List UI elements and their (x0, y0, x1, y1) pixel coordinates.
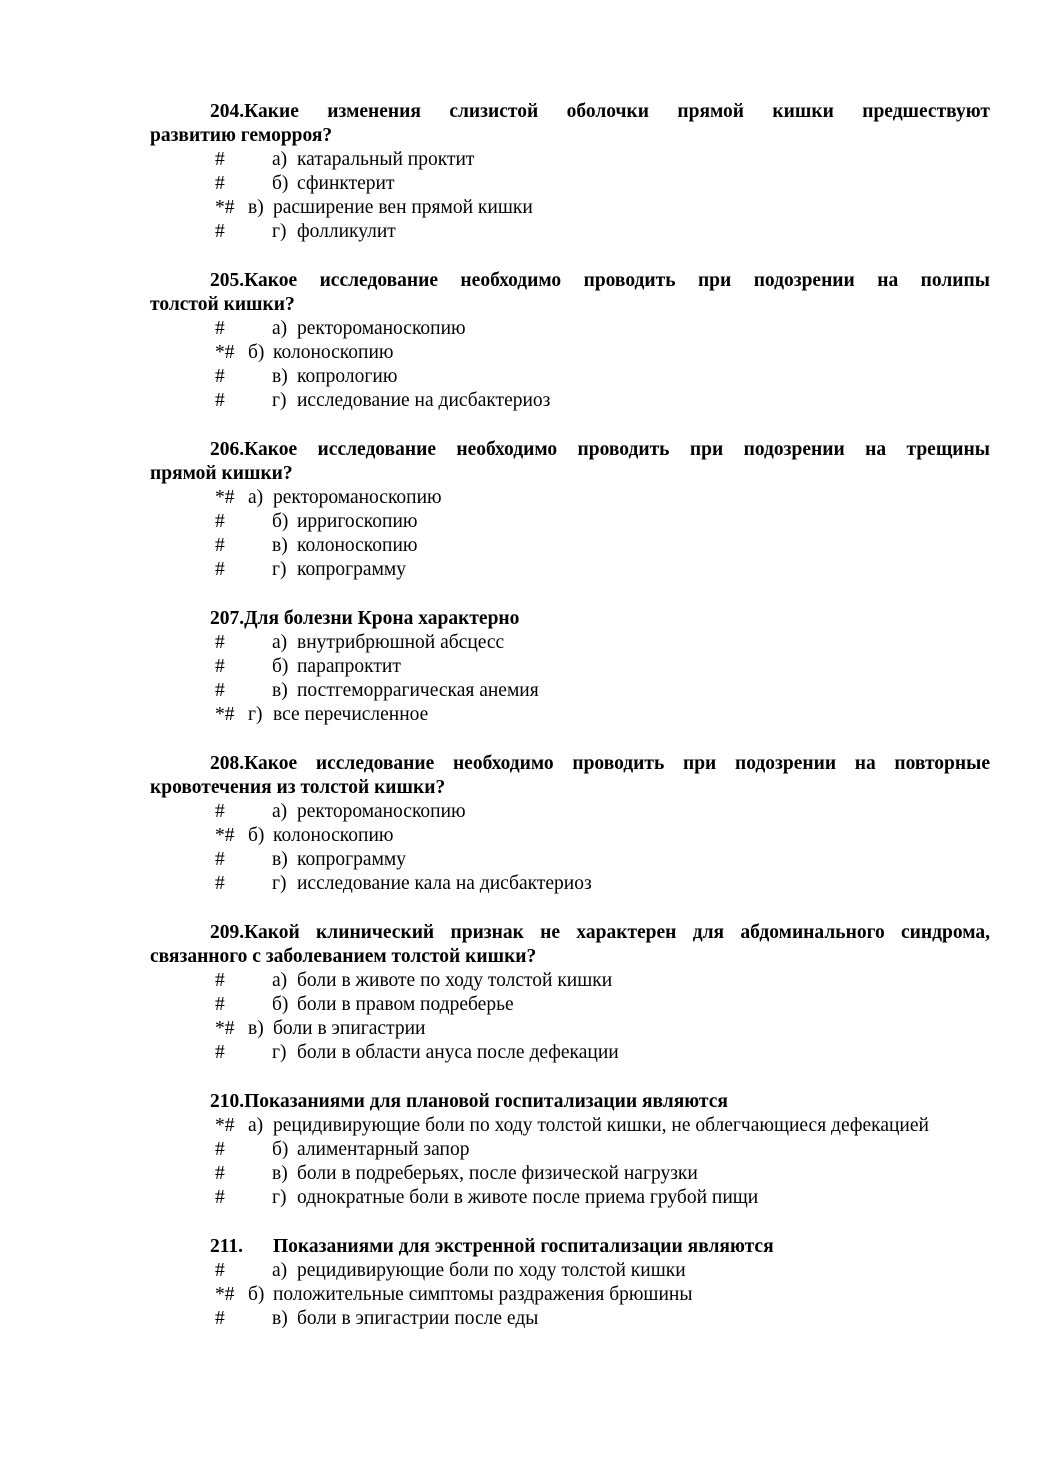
answer-letter: а) (272, 318, 288, 339)
answer-letter: б) (248, 342, 265, 363)
answer-letter: г) (272, 873, 287, 894)
answer-option (0, 993, 1039, 1017)
answer-letter: в) (272, 680, 288, 701)
answer-option (0, 1259, 1039, 1283)
question-text (210, 752, 990, 776)
answer-letter: в) (248, 197, 264, 218)
answer-marker: # (215, 221, 225, 242)
answer-letter: в) (272, 1163, 288, 1184)
answer-text: постгеморрагическая анемия (297, 680, 539, 701)
answer-option (0, 558, 1039, 582)
answer-text: боли в эпигастрии после еды (297, 1308, 539, 1329)
answer-text: исследование на дисбактериоз (297, 390, 551, 411)
answer-letter: г) (272, 1187, 287, 1208)
answer-option (0, 969, 1039, 993)
answer-text: катаральный проктит (297, 149, 475, 170)
answer-letter: а) (248, 487, 264, 508)
answer-text: копрологию (297, 366, 398, 387)
question-text (210, 269, 990, 293)
answer-option (0, 655, 1039, 679)
answer-marker: # (215, 1308, 225, 1329)
answer-marker: # (215, 1163, 225, 1184)
answer-marker: # (215, 559, 225, 580)
answer-text: все перечисленное (273, 704, 429, 725)
question-text-line1: Какое исследование необходимо проводить при подозрении на трещины (244, 439, 990, 460)
answer-letter: г) (272, 221, 287, 242)
answer-option (0, 1041, 1039, 1065)
answer-text: ректороманоскопию (273, 487, 442, 508)
answer-option (0, 800, 1039, 824)
answer-text: внутрибрюшной абсцесс (297, 632, 505, 653)
answer-marker: # (215, 366, 225, 387)
question-number: 205. (210, 270, 245, 291)
answer-text: боли в правом подреберье (297, 994, 514, 1015)
question-text-line1: Показаниями для плановой госпитализации являются (244, 1091, 728, 1112)
answer-option (0, 1017, 1039, 1041)
answer-option (0, 1186, 1039, 1210)
question-text-line2: кровотечения из толстой кишки? (150, 777, 446, 798)
question-number: 207. (210, 608, 245, 629)
answer-marker: # (215, 970, 225, 991)
answer-text: ректороманоскопию (297, 801, 466, 822)
answer-text: боли в области ануса после дефекации (297, 1042, 619, 1063)
question-text-line1: Какое исследование необходимо проводить при подозрении на повторные (244, 753, 990, 774)
answer-letter: г) (272, 1042, 287, 1063)
question-number: 209. (210, 922, 245, 943)
answer-option (0, 679, 1039, 703)
answer-option (0, 365, 1039, 389)
answer-marker: # (215, 390, 225, 411)
answer-letter: в) (272, 1308, 288, 1329)
question-number: 204. (210, 101, 245, 122)
answer-option (0, 1307, 1039, 1331)
answer-letter: в) (272, 849, 288, 870)
question-number: 206. (210, 439, 245, 460)
answer-marker: # (215, 873, 225, 894)
answer-letter: б) (248, 825, 265, 846)
correct-answer-marker: *# (215, 487, 235, 508)
answer-marker: # (215, 149, 225, 170)
answer-marker: # (215, 535, 225, 556)
answer-option (0, 824, 1039, 848)
answer-marker: # (215, 801, 225, 822)
answer-marker: # (215, 849, 225, 870)
answer-letter: в) (272, 535, 288, 556)
question-text (210, 1090, 728, 1114)
correct-answer-marker: *# (215, 1018, 235, 1039)
answer-option (0, 389, 1039, 413)
answer-text: однократные боли в животе после приема грубой пищи (297, 1187, 759, 1208)
answer-letter: а) (248, 1115, 264, 1136)
answer-marker: # (215, 173, 225, 194)
answer-text: копрограмму (297, 559, 407, 580)
answer-letter: а) (272, 801, 288, 822)
answer-marker: # (215, 680, 225, 701)
answer-option (0, 534, 1039, 558)
answer-letter: г) (272, 559, 287, 580)
answer-text: ректороманоскопию (297, 318, 466, 339)
answer-marker: # (215, 1187, 225, 1208)
question-text-line1: Какое исследование необходимо проводить при подозрении на полипы (244, 270, 990, 291)
answer-text: расширение вен прямой кишки (273, 197, 533, 218)
answer-option (0, 317, 1039, 341)
answer-text: парапроктит (297, 656, 401, 677)
question-number: 210. (210, 1091, 245, 1112)
correct-answer-marker: *# (215, 704, 235, 725)
answer-letter: а) (272, 1260, 288, 1281)
answer-text: колоноскопию (273, 342, 394, 363)
answer-text: рецидивирующие боли по ходу толстой кишки, не облегчающиеся дефекацией (273, 1115, 929, 1136)
question-text: Показаниями для экстренной госпитализации являются (273, 1236, 774, 1257)
answer-text: положительные симптомы раздражения брюшины (273, 1284, 693, 1305)
answer-text: боли в эпигастрии (273, 1018, 426, 1039)
correct-answer-marker: *# (215, 342, 235, 363)
answer-option (0, 1138, 1039, 1162)
answer-marker: # (215, 1042, 225, 1063)
answer-text: боли в подреберьях, после физической нагрузки (297, 1163, 698, 1184)
answer-letter: б) (272, 511, 289, 532)
answer-option (0, 486, 1039, 510)
answer-text: исследование кала на дисбактериоз (297, 873, 592, 894)
answer-marker: # (215, 1260, 225, 1281)
answer-letter: б) (272, 994, 289, 1015)
answer-letter: а) (272, 632, 288, 653)
answer-letter: г) (272, 390, 287, 411)
answer-option (0, 848, 1039, 872)
answer-text: колоноскопию (273, 825, 394, 846)
question-text (210, 921, 990, 945)
answer-text: рецидивирующие боли по ходу толстой кишки (297, 1260, 686, 1281)
correct-answer-marker: *# (215, 1115, 235, 1136)
answer-marker: # (215, 656, 225, 677)
answer-letter: б) (272, 1139, 289, 1160)
answer-option (0, 341, 1039, 365)
answer-option (0, 196, 1039, 220)
answer-text: копрограмму (297, 849, 407, 870)
question-text-line1: Для болезни Крона характерно (244, 608, 520, 629)
question-text (210, 438, 990, 462)
answer-marker: # (215, 1139, 225, 1160)
question-text-line2: толстой кишки? (150, 294, 295, 315)
answer-text: алиментарный запор (297, 1139, 470, 1160)
question-text-line1: Какие изменения слизистой оболочки прямой кишки предшествуют (244, 101, 990, 122)
answer-text: ирригоскопию (297, 511, 418, 532)
answer-letter: а) (272, 149, 288, 170)
answer-option (0, 1162, 1039, 1186)
question-text-line1: Какой клинический признак не характерен для абдоминального синдрома, (244, 922, 990, 943)
question-text (210, 607, 519, 631)
question-text-line2: связанного с заболеванием толстой кишки? (150, 946, 537, 967)
answer-option (0, 703, 1039, 727)
question-text-line2: прямой кишки? (150, 463, 293, 484)
answer-letter: б) (248, 1284, 265, 1305)
question-text (210, 100, 990, 124)
answer-letter: б) (272, 173, 289, 194)
answer-letter: а) (272, 970, 288, 991)
question-number: 211. (210, 1236, 244, 1257)
answer-letter: г) (248, 704, 263, 725)
answer-text: фолликулит (297, 221, 396, 242)
question-number: 208. (210, 753, 245, 774)
correct-answer-marker: *# (215, 197, 235, 218)
answer-letter: б) (272, 656, 289, 677)
correct-answer-marker: *# (215, 825, 235, 846)
correct-answer-marker: *# (215, 1284, 235, 1305)
answer-text: колоноскопию (297, 535, 418, 556)
answer-letter: в) (272, 366, 288, 387)
answer-option (0, 872, 1039, 896)
answer-text: сфинктерит (297, 173, 395, 194)
answer-option (0, 631, 1039, 655)
answer-option (0, 172, 1039, 196)
answer-option (0, 510, 1039, 534)
answer-option (0, 1114, 1039, 1138)
answer-option (0, 220, 1039, 244)
answer-marker: # (215, 318, 225, 339)
answer-option (0, 148, 1039, 172)
answer-option (0, 1283, 1039, 1307)
question-text-line2: развитию геморроя? (150, 125, 333, 146)
answer-marker: # (215, 632, 225, 653)
answer-marker: # (215, 994, 225, 1015)
answer-marker: # (215, 511, 225, 532)
answer-letter: в) (248, 1018, 264, 1039)
answer-text: боли в животе по ходу толстой кишки (297, 970, 613, 991)
